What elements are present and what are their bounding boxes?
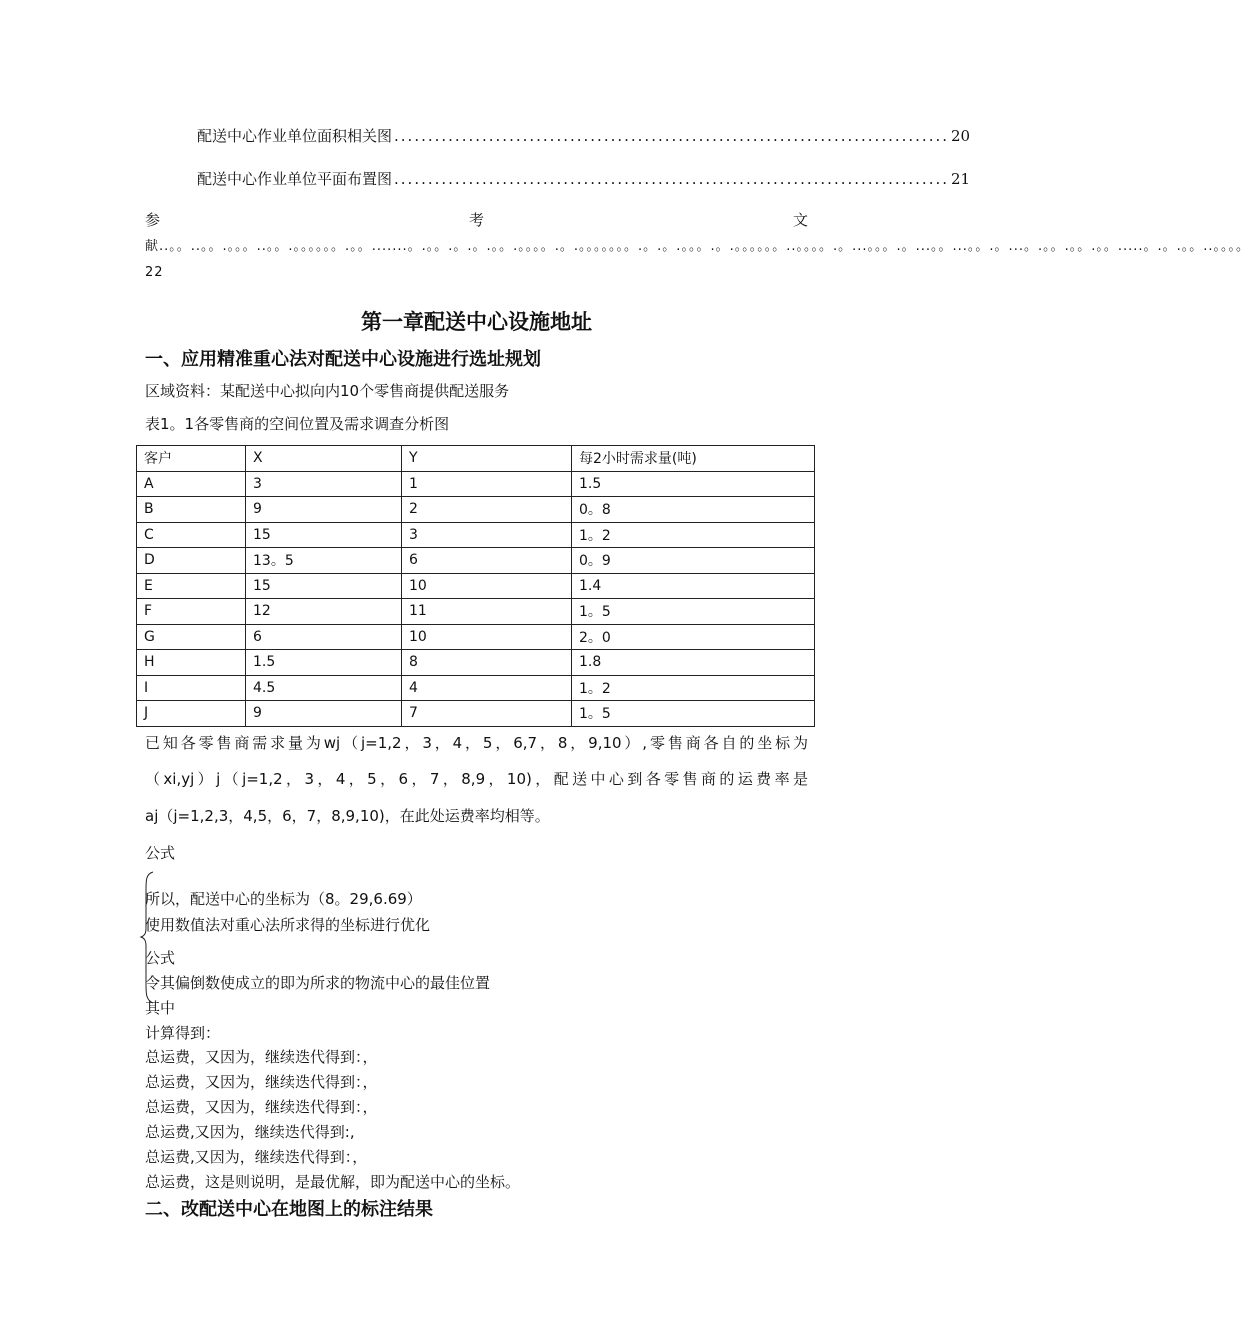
section-heading: 一、应用精准重心法对配送中心设施进行选址规划 bbox=[145, 349, 541, 370]
paragraph-line: aj（j=1,2,3，4,5，6，7，8,9,10)，在此处运费率均相等。 bbox=[145, 807, 550, 825]
section-heading: 二、改配送中心在地图上的标注结果 bbox=[145, 1199, 433, 1220]
text-line: 计算得到： bbox=[145, 1024, 221, 1042]
header-cell: Y bbox=[402, 446, 572, 472]
table-row: I 4.5 4 1。2 bbox=[137, 675, 815, 701]
toc-leader: .................................................................................. bbox=[394, 127, 949, 145]
header-cell: 每2小时需求量(吨) bbox=[572, 446, 815, 472]
toc-entry-label: 配送中心作业单位面积相关图 bbox=[197, 127, 393, 145]
formula-placeholder: 公式 bbox=[145, 949, 176, 967]
table-row: C 15 3 1。2 bbox=[137, 522, 815, 548]
text-line: 总运费，又因为，继续迭代得到：， bbox=[145, 1048, 378, 1066]
references-entry: 献..。。..。。.。。。..。。.。。。。。。.。。.......。.。。.。.。.。。.。。。。.。.。。。。。。。.。.。.。。。.。.。。。。。。..。。。。.。...。。。.。...。。...。。.。...。.。。.。。.。。.....。.。.。。..。。。。22 bbox=[145, 239, 1250, 280]
table-row: A 3 1 1.5 bbox=[137, 471, 815, 497]
text-line: 总运费,又因为，继续迭代得到:, bbox=[145, 1123, 355, 1141]
text-line: 总运费,又因为，继续迭代得到：， bbox=[145, 1148, 368, 1166]
header-cell: X bbox=[246, 446, 402, 472]
table-row: F 12 11 1。5 bbox=[137, 599, 815, 625]
text-line: 总运费，又因为，继续迭代得到：， bbox=[145, 1073, 378, 1091]
retailer-table bbox=[136, 445, 815, 727]
formula-placeholder: 公式 bbox=[145, 844, 176, 862]
toc-entry[interactable] bbox=[197, 125, 971, 149]
toc-entry-label: 配送中心作业单位平面布置图 bbox=[197, 170, 393, 188]
table-row: B 9 2 0。8 bbox=[137, 497, 815, 523]
text-line: 总运费，这是则说明，是最优解，即为配送中心的坐标。 bbox=[145, 1173, 521, 1191]
toc-page-number: 20 bbox=[951, 127, 971, 145]
paragraph-line: （xi,yj）j（j=1,2，3，4，5，6，7，8,9，10)，配送中心到各零售商的运费率是 bbox=[145, 770, 808, 788]
paragraph-line: 已知各零售商需求量为wj（j=1,2，3，4，5，6,7，8，9,10）,零售商各自的坐标为 bbox=[145, 734, 808, 752]
table-row: E 15 10 1.4 bbox=[137, 573, 815, 599]
region-text: 区域资料：某配送中心拟向内10个零售商提供配送服务 bbox=[145, 382, 510, 400]
text-line: 总运费，又因为，继续迭代得到：， bbox=[145, 1098, 378, 1116]
header-cell: 客户 bbox=[137, 446, 246, 472]
table-header-row bbox=[137, 446, 815, 472]
toc-entry[interactable] bbox=[197, 168, 971, 192]
chapter-title: 第一章配送中心设施地址 bbox=[361, 309, 592, 334]
text-line: 使用数值法对重心法所求得的坐标进行优化 bbox=[145, 916, 431, 934]
table-row: G 6 10 2。0 bbox=[137, 624, 815, 650]
table-caption: 表1。1各零售商的空间位置及需求调查分析图 bbox=[145, 415, 450, 433]
toc-leader: .................................................................................. bbox=[394, 170, 949, 188]
toc-page-number: 21 bbox=[951, 170, 971, 188]
text-line: 其中 bbox=[145, 999, 176, 1017]
text-line: 令其偏倒数使成立的即为所求的物流中心的最佳位置 bbox=[145, 974, 491, 992]
references-heading[interactable]: 参 考 文 bbox=[145, 211, 808, 229]
table-row: D 13。5 6 0。9 bbox=[137, 548, 815, 574]
table-row: H 1.5 8 1.8 bbox=[137, 650, 815, 676]
table-row: J 9 7 1。5 bbox=[137, 701, 815, 727]
text-line: 所以，配送中心的坐标为（8。29,6.69） bbox=[145, 890, 422, 908]
